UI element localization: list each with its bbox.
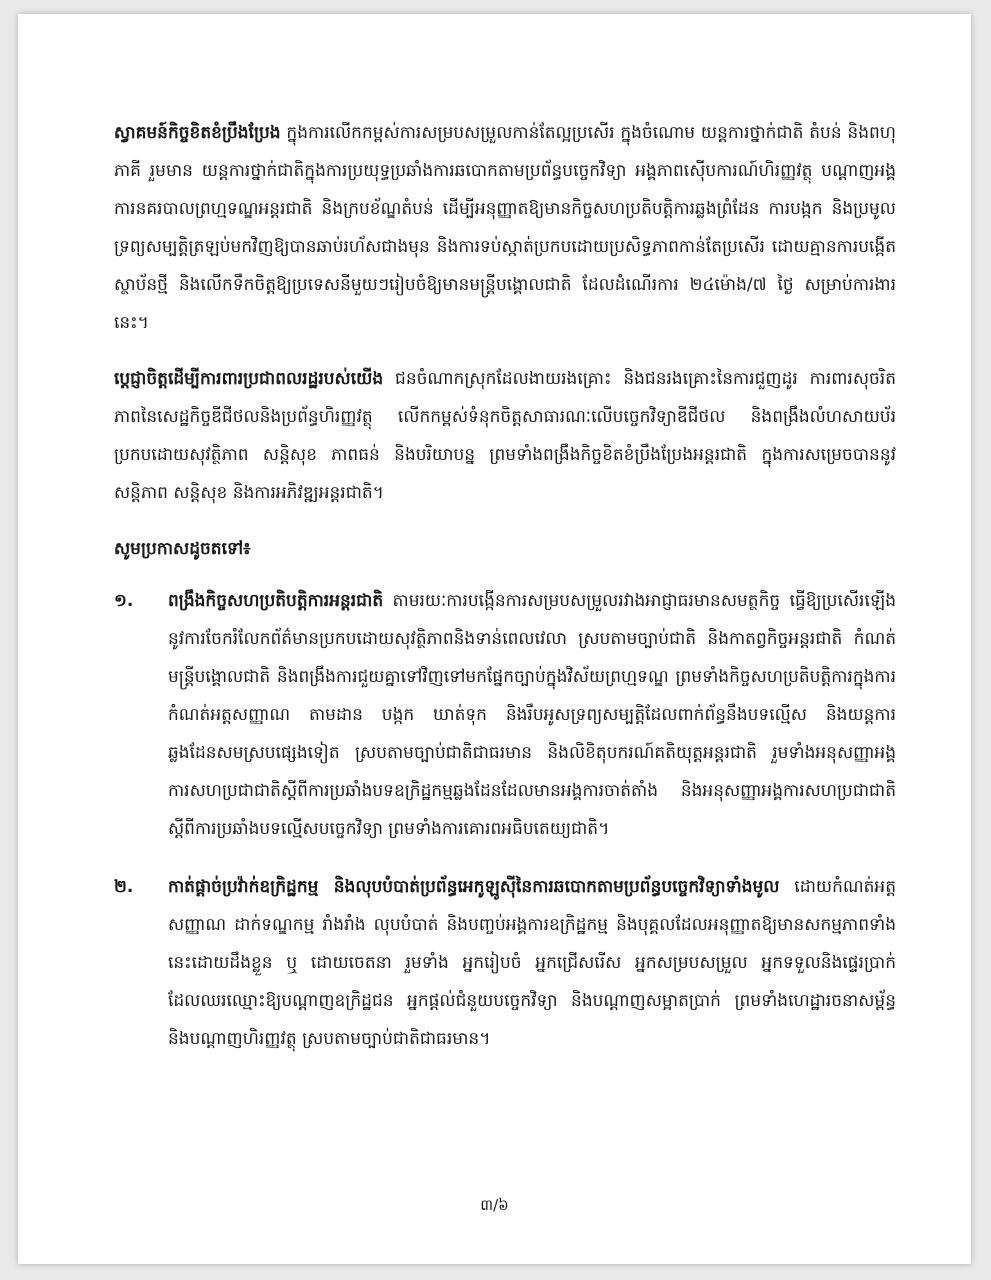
item-body: [168, 582, 896, 848]
list-item: [114, 868, 896, 1058]
item-number: ២.: [114, 877, 134, 897]
item-text: តាមរយៈការបង្កើនការសម្របសម្រួលរវាងអាជ្ញាធរមានសមត្ថកិច្ច ធ្វើឱ្យប្រសើរឡើងនូវការចែករំលែកព័ត៌មានប្រកបដោយសុវត្ថិភាពនិងទាន់ពេលវេលា ស្របតាមច្បាប់ជាតិ និងកាតព្វកិច្ចអន្តរជាតិ កំណត់មន្ត្រីបង្គោលជាតិ និងពង្រឹងការជួយគ្នាទៅវិញទៅមកផ្នែកច្បាប់ក្នុងវិស័យព្រហ្មទណ្ឌ ព្រមទាំងកិច្ចសហប្រតិបត្តិការក្នុងការកំណត់អត្តសញ្ញាណ តាមដាន បង្កក ឃាត់ទុក និងរឹបអូសទ្រព្យសម្បត្តិដែលពាក់ព័ន្ធនឹងបទល្មើស និងយន្តការឆ្លងដែនសមស្របផ្សេងទៀត ស្របតាមច្បាប់ជាតិជាធរមាន និងលិខិតុបករណ៍គតិយុត្តអន្តរជាតិ រួមទាំងអនុសញ្ញាអង្គការសហប្រជាជាតិស្តីពីការប្រឆាំងបទឧក្រិដ្ឋកម្មឆ្លងដែនដែលមានអង្គការចាត់តាំង និងអនុសញ្ញាអង្គការសហប្រជាជាតិស្តីពីការប្រឆាំងបទល្មើសបច្ចេកវិទ្យា ព្រមទាំងការគោរពអធិបតេយ្យជាតិ។: [168, 591, 896, 839]
item-text: ដោយកំណត់អត្តសញ្ញាណ ដាក់ទណ្ឌកម្ម រាំងរាំង លុបបំបាត់ និងបញ្ចប់អង្គការឧក្រិដ្ឋកម្ម និងបុគ្គលដែលអនុញ្ញាតឱ្យមានសកម្មភាពទាំងនេះដោយដឹងខ្លួន ឬ ដោយចេតនា រួមទាំង អ្នករៀបចំ អ្នកជ្រើសរើស អ្នកសម្របសម្រួល អ្នកទទួលនិងផ្ទេរប្រាក់ដែលឈរឈ្មោះឱ្យបណ្តាញឧក្រិដ្ឋជន អ្នកផ្តល់ជំនួយបច្ចេកវិទ្យា និងបណ្តាញសម្អាតប្រាក់ ព្រមទាំងហេដ្ឋារចនាសម្ព័ន្ធ និងបណ្តាញហិរញ្ញវត្ថុ ស្របតាមច្បាប់ជាតិជាធរមាន។: [168, 877, 896, 1049]
paragraph-text: ក្នុងការលើកកម្ពស់ការសម្របសម្រួលកាន់តែល្អប្រសើរ ក្នុងចំណោម យន្តការថ្នាក់ជាតិ តំបន់ និងពហុភាគី រួមមាន យន្តការថ្នាក់ជាតិក្នុងការប្រយុទ្ធប្រឆាំងការឆបោកតាមប្រព័ន្ធបច្ចេកវិទ្យា អង្គភាពស៊ើបការណ៍ហិរញ្ញវត្ថុ បណ្តាញអង្គការនគរបាលព្រហ្មទណ្ឌអន្តរជាតិ និងក្របខ័ណ្ឌតំបន់ ដើម្បីអនុញ្ញាតឱ្យមានកិច្ចសហប្រតិបត្តិការឆ្លងព្រំដែន ការបង្កក និងប្រមូលទ្រព្យសម្បត្តិត្រឡប់មកវិញឱ្យបានឆាប់រហ័សជាងមុន និងការទប់ស្កាត់ប្រកបដោយប្រសិទ្ធភាពកាន់តែប្រសើរ ដោយគ្មានការបង្កើតស្ថាប័នថ្មី និងលើកទឹកចិត្តឱ្យប្រទេសនីមួយៗរៀបចំឱ្យមានមន្ត្រីបង្គោលជាតិ ដែលដំណើរការ ២៤ម៉ោង/៧ ថ្ងៃ សម្រាប់ការងារនេះ។: [114, 123, 896, 333]
list-item: [114, 582, 896, 848]
item-lead: កាត់ផ្តាច់ប្រវ៉ាក់ឧក្រិដ្ឋកម្ម និងលុបបំបាត់ប្រព័ន្ធអេកូឡូស៊ីនៃការឆបោកតាមប្រព័ន្ធបច្ចេកវិទ្យាទាំងមូល: [168, 877, 780, 897]
paragraph-lead: ស្វាគមន៍កិច្ចខិតខំប្រឹងប្រែង: [114, 123, 281, 143]
paragraph-text: ជនចំណាកស្រុកដែលងាយរងគ្រោះ និងជនរងគ្រោះនៃការជួញដូរ ការពារសុចរិតភាពនៃសេដ្ឋកិច្ចឌីជីថលនិងប្រព័ន្ធហិរញ្ញវត្ថុ លើកកម្ពស់ទំនុកចិត្តសាធារណៈលើបច្ចេកវិទ្យាឌីជីថល និងពង្រឹងលំហសាយប័រប្រកបដោយសុវត្ថិភាព សន្តិសុខ ភាពធន់ និងបរិយាបន្ន ព្រមទាំងពង្រឹងកិច្ចខិតខំប្រឹងប្រែងអន្តរជាតិ ក្នុងការសម្រេចបាននូវសន្តិភាព សន្តិសុខ និងការអភិវឌ្ឍអន្តរជាតិ។: [114, 369, 896, 503]
paragraph-commitment: [114, 360, 896, 512]
document-page: [18, 14, 971, 1264]
paragraph-lead: ប្តេជ្ញាចិត្តដើម្បីការពារប្រជាពលរដ្ឋរបស់យើង: [114, 369, 384, 389]
declaration-heading: សូមប្រកាសដូចតទៅ៖: [114, 539, 251, 559]
item-number: ១.: [114, 591, 134, 611]
document-body: [114, 114, 896, 1078]
page-number: ៣/៦: [480, 1196, 509, 1214]
paragraph-welcome: [114, 114, 896, 342]
item-body: [168, 868, 896, 1058]
item-lead: ពង្រឹងកិច្ចសហប្រតិបត្តិការអន្តរជាតិ: [168, 591, 384, 611]
